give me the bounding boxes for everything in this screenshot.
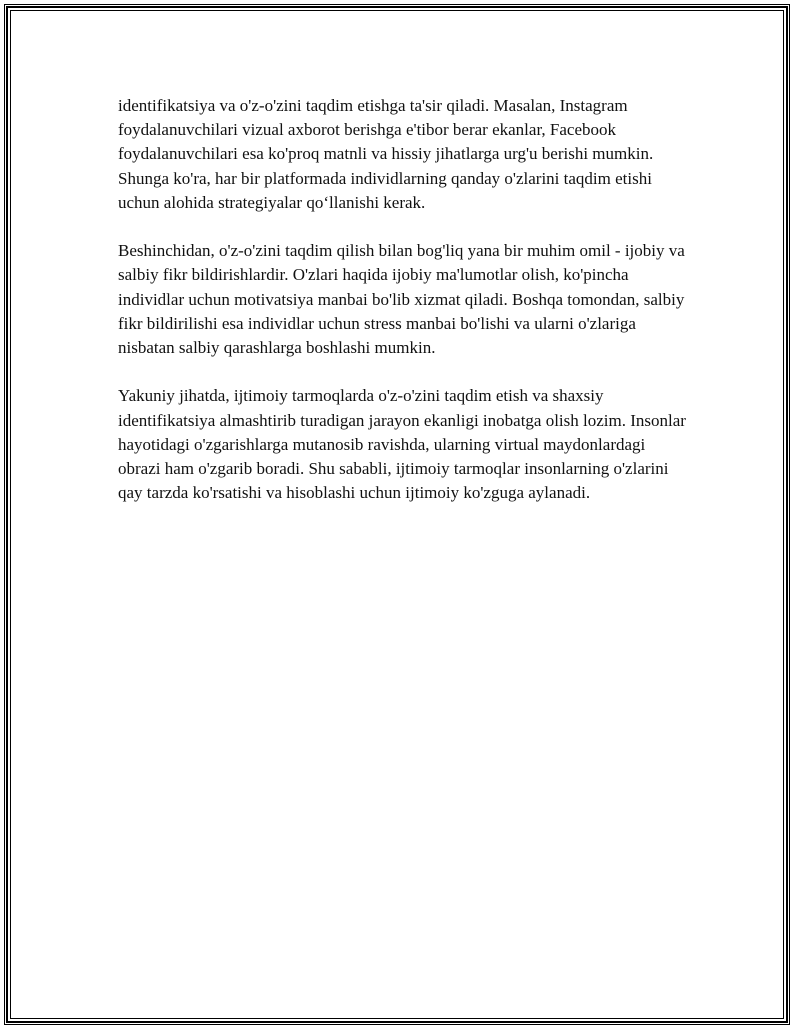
paragraph-feedback: Beshinchidan, o'z-o'zini taqdim qilish bilan bog'liq yana bir muhim omil - ijobiy va salbiy fikr bildirishlardir. O'zlari haqida ijobiy ma'lumotlar olish, ko'pincha individlar uchun motivatsiya manbai bo'lib xizmat qiladi. Boshqa tomondan, salbiy fikr bildirilishi esa individlar uchun stress manbai bo'lishi va ularni o'zlariga nisbatan salbiy qarashlarga boshlashi mumkin. <box>118 241 685 358</box>
document-body <box>118 94 688 530</box>
paragraph-platform-strategies: identifikatsiya va o'z-o'zini taqdim etishga ta'sir qiladi. Masalan, Instagram foydalanuvchilari vizual axborot berishga e'tibor berar ekanlar, Facebook foydalanuvchilari esa ko'proq matnli va hissiy jihatlarga urg'u berishi mumkin. Shunga ko'ra, har bir platformada individlarning qanday o'zlarini taqdim etishi uchun alohida strategiyalar qo‘llanishi kerak. <box>118 96 654 212</box>
paragraph-conclusion: Yakuniy jihatda, ijtimoiy tarmoqlarda o'z-o'zini taqdim etish va shaxsiy identifikatsiya almashtirib turadigan jarayon ekanligi inobatga olish lozim. Insonlar hayotidagi o'zgarishlarga mutanosib ravishda, ularning virtual maydonlardagi obrazi ham o'zgarib boradi. Shu sababli, ijtimoiy tarmoqlar insonlarning o'zlarini qay tarzda ko'rsatishi va hisoblashi uchun ijtimoiy ko'zguga aylanadi. <box>118 386 686 503</box>
